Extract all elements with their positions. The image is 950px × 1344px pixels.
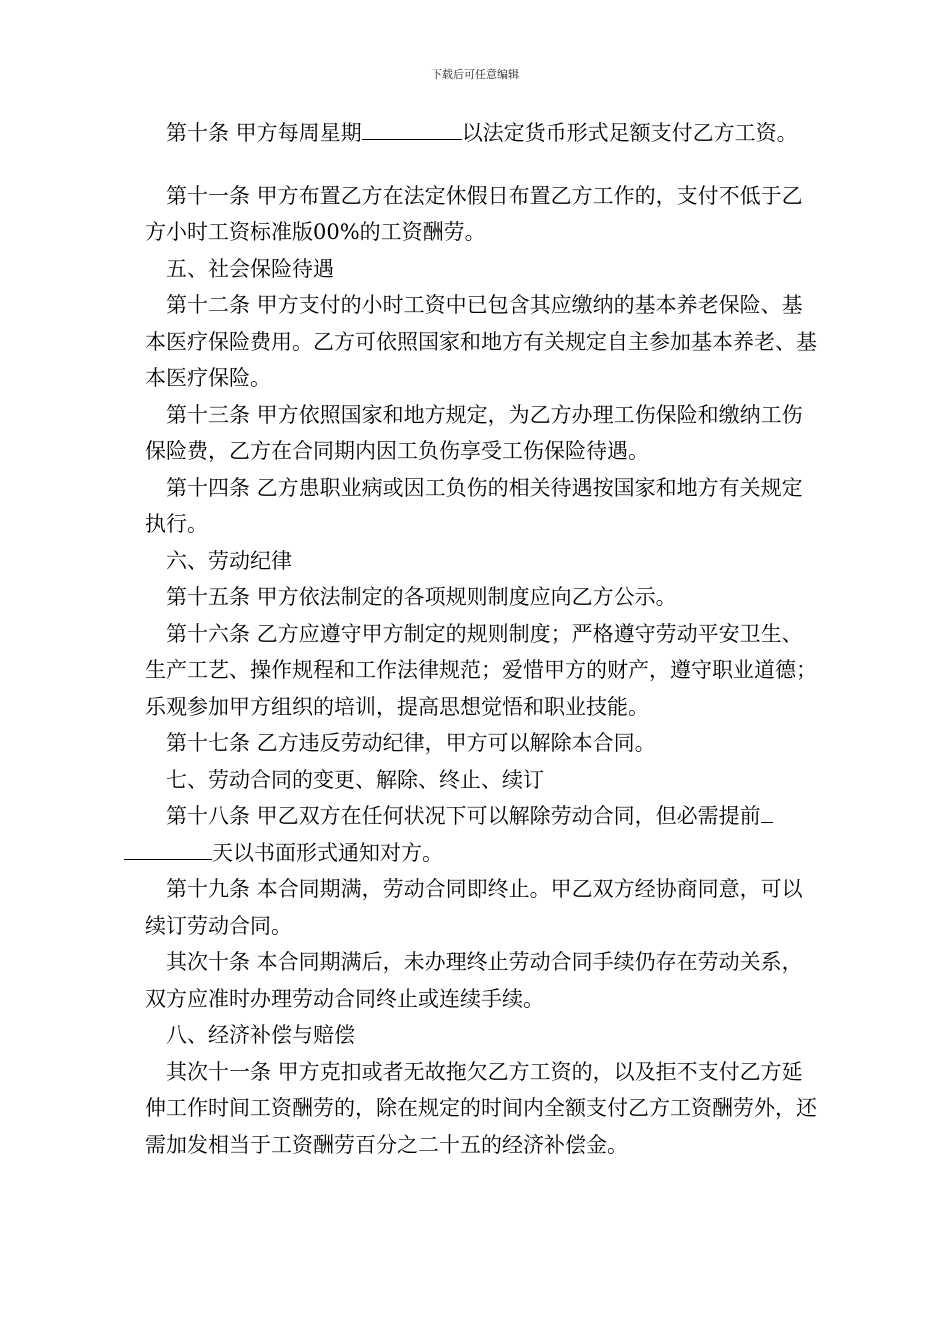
article-10-text-end: 以法定货币形式足额支付乙方工资。	[461, 121, 798, 145]
weekday-blank-field[interactable]	[362, 117, 462, 140]
notice-days-blank-field-part1[interactable]	[761, 800, 773, 823]
article-12: 第十二条 甲方支付的小时工资中已包含其应缴纳的基本养老保险、基本医疗保险费用。乙方可依照国家和地方有关规定自主参加基本养老、基本医疗保险。	[145, 293, 817, 390]
article-20: 其次十条 本合同期满后，未办理终止劳动合同手续仍存在劳动关系，双方应准时办理劳动合同终止或连续手续。	[145, 950, 803, 1011]
article-11: 第十一条 甲方布置乙方在法定休假日布置乙方工作的，支付不低于乙方小时工资标准版00%的工资酬劳。	[145, 183, 803, 244]
article-18-text-start: 第十八条 甲乙双方在任何状况下可以解除劳动合同，但必需提前	[166, 804, 761, 828]
article-10	[145, 115, 820, 152]
article-10-text-start: 第十条 甲方每周星期	[166, 121, 362, 145]
document-body	[145, 115, 820, 1163]
section-6-heading: 六、劳动纪律	[166, 548, 292, 573]
article-18-text-end: 天以书面形式通知对方。	[212, 840, 443, 865]
section-7-heading: 七、劳动合同的变更、解除、终止、续订	[166, 767, 544, 792]
section-8-heading: 八、经济补偿与赔偿	[166, 1023, 355, 1047]
article-18	[145, 798, 820, 871]
article-13: 第十三条 甲方依照国家和地方规定，为乙方办理工伤保险和缴纳工伤保险费，乙方在合同期内因工负伤享受工伤保险待遇。	[145, 402, 803, 463]
notice-days-blank-field-part2[interactable]	[124, 837, 212, 860]
paragraph-gap	[145, 152, 820, 178]
section-5-heading: 五、社会保险待遇	[166, 256, 334, 281]
article-17: 第十七条 乙方违反劳动纪律，甲方可以解除本合同。	[166, 731, 656, 755]
article-15: 第十五条 甲方依法制定的各项规则制度应向乙方公示。	[166, 585, 677, 609]
article-16: 第十六条 乙方应遵守甲方制定的规则制度；严格遵守劳动平安卫生、生产工艺、操作规程和工作法律规范；爱惜甲方的财产，遵守职业道德；乐观参加甲方组织的培训，提高思想觉悟和职业技能。	[145, 621, 817, 719]
article-21: 其次十一条 甲方克扣或者无故拖欠乙方工资的，以及拒不支付乙方延伸工作时间工资酬劳的，除在规定的时间内全额支付乙方工资酬劳外，还需加发相当于工资酬劳百分之二十五的经济补偿金。	[145, 1059, 817, 1157]
page-header-note: 下载后可任意编辑	[431, 68, 519, 81]
article-19: 第十九条 本合同期满，劳动合同即终止。甲乙双方经协商同意，可以续订劳动合同。	[145, 877, 803, 938]
article-14: 第十四条 乙方患职业病或因工负伤的相关待遇按国家和地方有关规定执行。	[145, 475, 803, 536]
